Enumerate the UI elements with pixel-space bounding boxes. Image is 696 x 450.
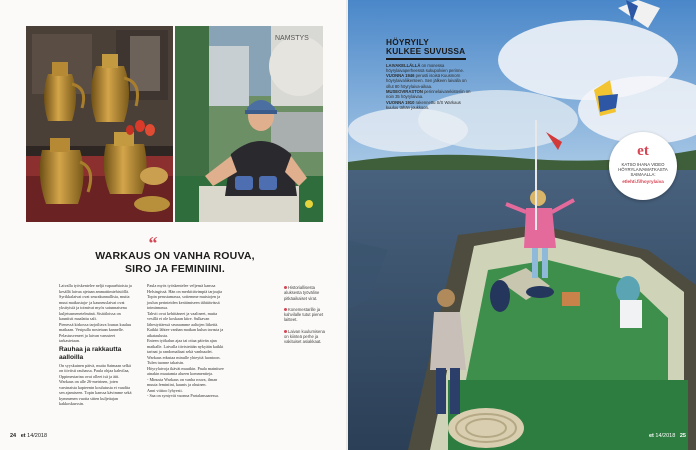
brass-kettles-photo bbox=[26, 26, 173, 222]
paragraph: Höyrylaivoja ikävät muutkin. Paula mainitsee ainakin muutamia alueen kommentteja. bbox=[147, 365, 224, 376]
article-column-2 bbox=[147, 283, 225, 399]
subheading: Rauhaa ja rakkautta aalloilla bbox=[59, 345, 122, 361]
issue-number: 14/2018 bbox=[27, 433, 48, 439]
headline-line-2: SIRO JA FEMINIINI. bbox=[124, 263, 226, 275]
paragraph: Paula myös työskentelee veljensä kanssa Helsingissä. Hän on merkittävimpiä tarjoajia Topin perustamassa, sotiemme muistojen ja joulun perinteiden keräämiseen tähtäävässä toiminnassa. bbox=[147, 283, 223, 310]
paragraph: Anni viittoo lyhyesti. bbox=[147, 387, 183, 393]
bullet-dot-icon bbox=[284, 286, 287, 289]
brand-mark: et bbox=[648, 433, 654, 439]
video-badge-text: KATSO IHANA VIDEO HÖYRYLAIVAMATKASTA SAIMAALLA: bbox=[618, 162, 668, 178]
quote-mark: “ bbox=[148, 233, 158, 253]
sidebar-paragraph: VUONNA 1946 perusti isoisä Kuusmorn höyrylaivaliikenteen. Sen jälkeen laivalla on ollut 80 höyrylaiva-aikaa. bbox=[386, 73, 467, 89]
bullet-dot-icon bbox=[284, 330, 287, 333]
sidebar-title-line-2: KULKEE SUVUSSA bbox=[386, 46, 466, 57]
bullet-dot-icon bbox=[284, 308, 287, 311]
paragraph: - Minusta Warkaus on vanha rouva, ilman muuta feminiini, kaunis ja ohuinen. bbox=[147, 376, 218, 387]
issue-number: 14/2018 bbox=[655, 433, 676, 439]
brand-mark: et bbox=[20, 433, 26, 439]
article-column-1 bbox=[59, 283, 133, 407]
caption: Laivan kuulumisena on kiinteä perhe ja vakituiset asiakkaat. bbox=[284, 328, 326, 345]
folio-left bbox=[10, 433, 47, 439]
info-sidebar bbox=[386, 38, 472, 110]
page-number: 25 bbox=[679, 433, 686, 439]
caption: Historiallisesta aluksesta työväline pitkäaikaiset virat. bbox=[284, 285, 320, 301]
paragraph: On syyskuinen päivä, mutta Saimaan selkä on tiiviisti rauhassa. Paula ohjaa kahvilaa, Oppimestarina ovat olleet isä ja äiti. bbox=[59, 362, 131, 379]
pull-quote-headline bbox=[60, 250, 290, 276]
sidebar-paragraph: LAIVAKELLÄLLÄ on monessa höyrylaivaperheessä sukupolvien perinne. bbox=[386, 62, 464, 73]
captain-photo bbox=[175, 26, 323, 222]
paragraph: Enteen työkalun ajaa tai ottaa päivän ajan matkalle. Laivalla tiivistetään nykyään kaikki tarinat ja randomaltaat sekä vanhuudet. Warkaus edustaa minulle yhteyttä luontoon. Tulen tuonne takaisin. bbox=[147, 338, 224, 365]
sidebar-paragraph: MUSEOVIRASTON perinnelaivarekisteriin on noin 35 höyrylaivaa. bbox=[386, 89, 471, 100]
sidebar-paragraph: VUONNA 1910 rakennettu S/S Warkaus kuuluu tähän joukkoon. bbox=[386, 99, 461, 110]
right-page bbox=[348, 0, 696, 450]
photo-captions bbox=[284, 285, 330, 351]
video-link[interactable]: etlehti.fi/hoyrylaiva bbox=[622, 178, 664, 184]
svg-text:NAMSTYS: NAMSTYS bbox=[275, 35, 309, 42]
paragraph: - Saa on syntyvät vuonna Partalansaaressa. bbox=[147, 393, 219, 398]
et-logo: et bbox=[637, 143, 649, 159]
video-badge[interactable] bbox=[609, 132, 677, 200]
paragraph: Warkaus on alle 26-metrinen, joten varsinaista kapteenin koulutusta ei vaadita sen ajamiseen. Topin kanssa kävimme sekä kymmenen vuotta sitten kuljettajan kakkoskurssin. bbox=[59, 379, 132, 406]
headline-line-1: WARKAUS ON VANHA ROUVA, bbox=[95, 250, 255, 262]
page-number: 24 bbox=[10, 433, 17, 439]
sidebar-title-line-1: HÖYRYILY bbox=[386, 37, 429, 47]
caption: Konemestarille ja kahvilalle tutut pienet laitteet. bbox=[284, 306, 324, 323]
paragraph: Tahvit ovat kehittäneet ja vaalineet, mutta vesillä ei ole koskaan kiire. Sulkavan lähestyttäessä seuraamme aaltojen liikettä. Kaikki lähtee vanhan matkan kulun tavasta ja aikataulusta. bbox=[147, 310, 224, 338]
page-spine bbox=[346, 0, 350, 450]
sidebar-divider bbox=[386, 58, 466, 59]
folio-right bbox=[649, 433, 686, 439]
paragraph: Laivalla työskentelee neljä vapaaehtoista ja kesällä laivaa ajetaan ammattimiehistöllä. Syrikkalaivat ovat seurakunnallisia, mutta muut matkustaja- ja kauneuslaivat ovat yksityisiä ja toimivat myös satunnaisena kuljetusmenetelmänä. Sisätiloissa on kauniisti maalattu sali. bbox=[59, 283, 132, 321]
paragraph: Pienessä kirkossa tarjoiltava lounas kuuluu matkaan. Vesipulla nostetaan kannelle. Pelastusveneet ja laivan varusteet tarkastetaan. bbox=[59, 321, 132, 343]
